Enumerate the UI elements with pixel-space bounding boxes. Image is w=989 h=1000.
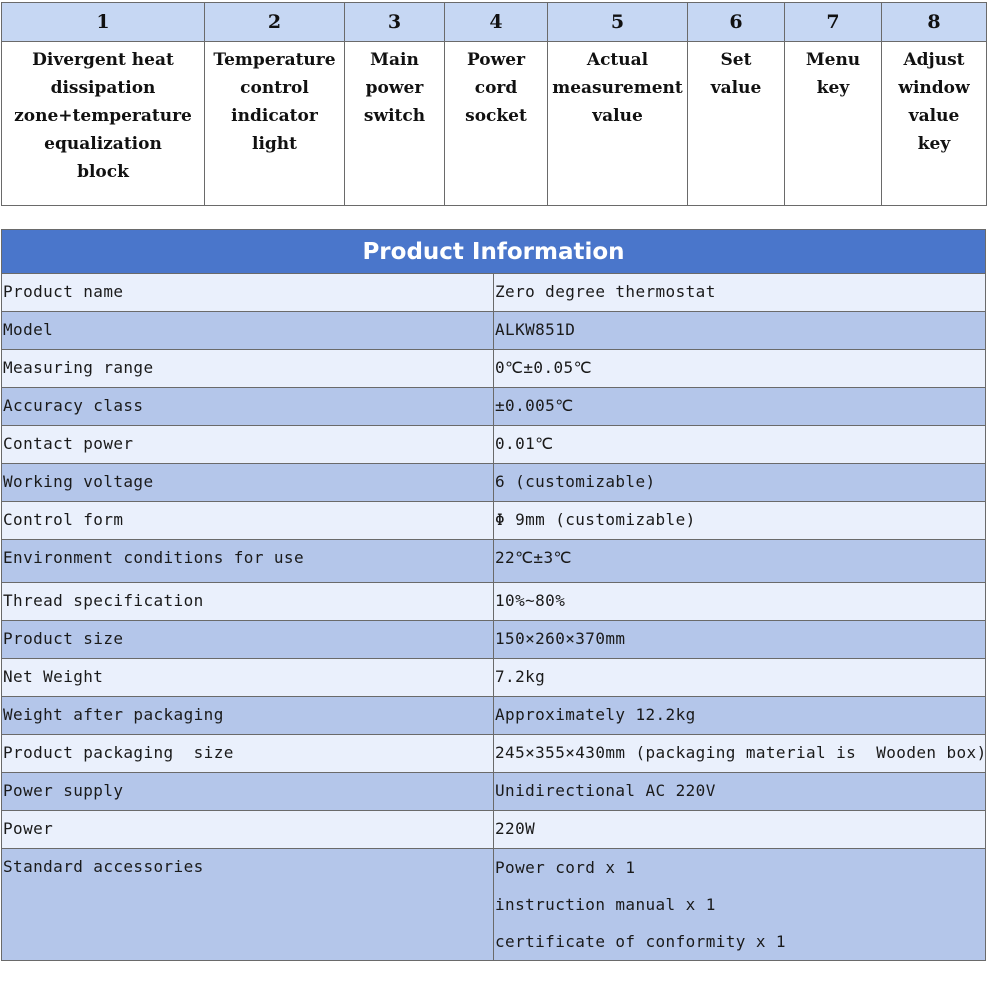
- spec-row: [2, 274, 986, 312]
- part-number: 3: [345, 3, 445, 42]
- spec-label: Control form: [2, 502, 494, 540]
- spec-row: [2, 697, 986, 735]
- part-label-cell: [205, 42, 345, 206]
- spec-label: Product packaging size: [2, 735, 494, 773]
- accessory-item: instruction manual x 1: [495, 895, 716, 914]
- spec-value: 22℃±3℃: [494, 540, 986, 583]
- spec-label: Environment conditions for use: [2, 540, 494, 583]
- part-label: Actual measurement value: [552, 50, 683, 126]
- product-information-title: Product Information: [2, 230, 986, 274]
- spec-label: Net Weight: [2, 659, 494, 697]
- spec-row: [2, 735, 986, 773]
- spec-row: [2, 350, 986, 388]
- part-number: 2: [205, 3, 345, 42]
- spec-row: [2, 426, 986, 464]
- accessory-item: certificate of conformity x 1: [495, 932, 786, 951]
- spec-label: Measuring range: [2, 350, 494, 388]
- spec-row: [2, 811, 986, 849]
- spec-label: Power supply: [2, 773, 494, 811]
- part-label: Power cord socket: [465, 50, 527, 126]
- spec-row: [2, 502, 986, 540]
- part-number: 5: [548, 3, 688, 42]
- product-information-header-row: [2, 230, 986, 274]
- spec-row: [2, 583, 986, 621]
- part-label-cell: [345, 42, 445, 206]
- part-number: 6: [688, 3, 785, 42]
- spec-value: Approximately 12.2kg: [494, 697, 986, 735]
- spec-row: [2, 621, 986, 659]
- part-label: Adjust window value key: [898, 50, 970, 154]
- spec-label: Product size: [2, 621, 494, 659]
- spec-label: Working voltage: [2, 464, 494, 502]
- part-number: 1: [2, 3, 205, 42]
- part-label: Set value: [710, 50, 762, 98]
- spec-value-accessories: [494, 849, 986, 961]
- spec-value: 150×260×370mm: [494, 621, 986, 659]
- part-label-cell: [785, 42, 882, 206]
- part-label-row: [2, 42, 987, 206]
- part-label: Menu key: [805, 50, 861, 98]
- spec-value: Φ 9mm (customizable): [494, 502, 986, 540]
- spec-row: [2, 388, 986, 426]
- part-number: 7: [785, 3, 882, 42]
- part-label-cell: [2, 42, 205, 206]
- spec-value: 0℃±0.05℃: [494, 350, 986, 388]
- spec-label: Thread specification: [2, 583, 494, 621]
- part-label: Temperature control indicator light: [213, 50, 336, 154]
- spec-value: 6 (customizable): [494, 464, 986, 502]
- part-label-cell: [882, 42, 987, 206]
- spec-row: [2, 464, 986, 502]
- spec-label: Contact power: [2, 426, 494, 464]
- part-label: Main power switch: [363, 50, 426, 126]
- spec-row: [2, 540, 986, 583]
- spec-row: [2, 312, 986, 350]
- spec-label: Standard accessories: [2, 849, 494, 961]
- part-number-row: [2, 3, 987, 42]
- part-label-cell: [445, 42, 548, 206]
- spec-value: 220W: [494, 811, 986, 849]
- spec-value: 0.01℃: [494, 426, 986, 464]
- spec-row-accessories: [2, 849, 986, 961]
- product-information-table: [1, 229, 986, 961]
- spec-value: 10%~80%: [494, 583, 986, 621]
- spec-value: ±0.005℃: [494, 388, 986, 426]
- part-label-cell: [548, 42, 688, 206]
- spec-value: Zero degree thermostat: [494, 274, 986, 312]
- part-number: 8: [882, 3, 987, 42]
- spec-value: 7.2kg: [494, 659, 986, 697]
- spec-label: Accuracy class: [2, 388, 494, 426]
- spec-value: ALKW851D: [494, 312, 986, 350]
- accessory-item: Power cord x 1: [495, 858, 636, 877]
- spec-row: [2, 659, 986, 697]
- spec-label: Weight after packaging: [2, 697, 494, 735]
- part-number: 4: [445, 3, 548, 42]
- spec-value: 245×355×430mm (packaging material is Wooden box): [494, 735, 986, 773]
- spec-label: Power: [2, 811, 494, 849]
- spec-label: Product name: [2, 274, 494, 312]
- spec-value: Unidirectional AC 220V: [494, 773, 986, 811]
- parts-legend-table: [1, 2, 987, 206]
- part-label: Divergent heat dissipation zone+temperature equalization block: [14, 50, 192, 182]
- spec-row: [2, 773, 986, 811]
- spec-label: Model: [2, 312, 494, 350]
- part-label-cell: [688, 42, 785, 206]
